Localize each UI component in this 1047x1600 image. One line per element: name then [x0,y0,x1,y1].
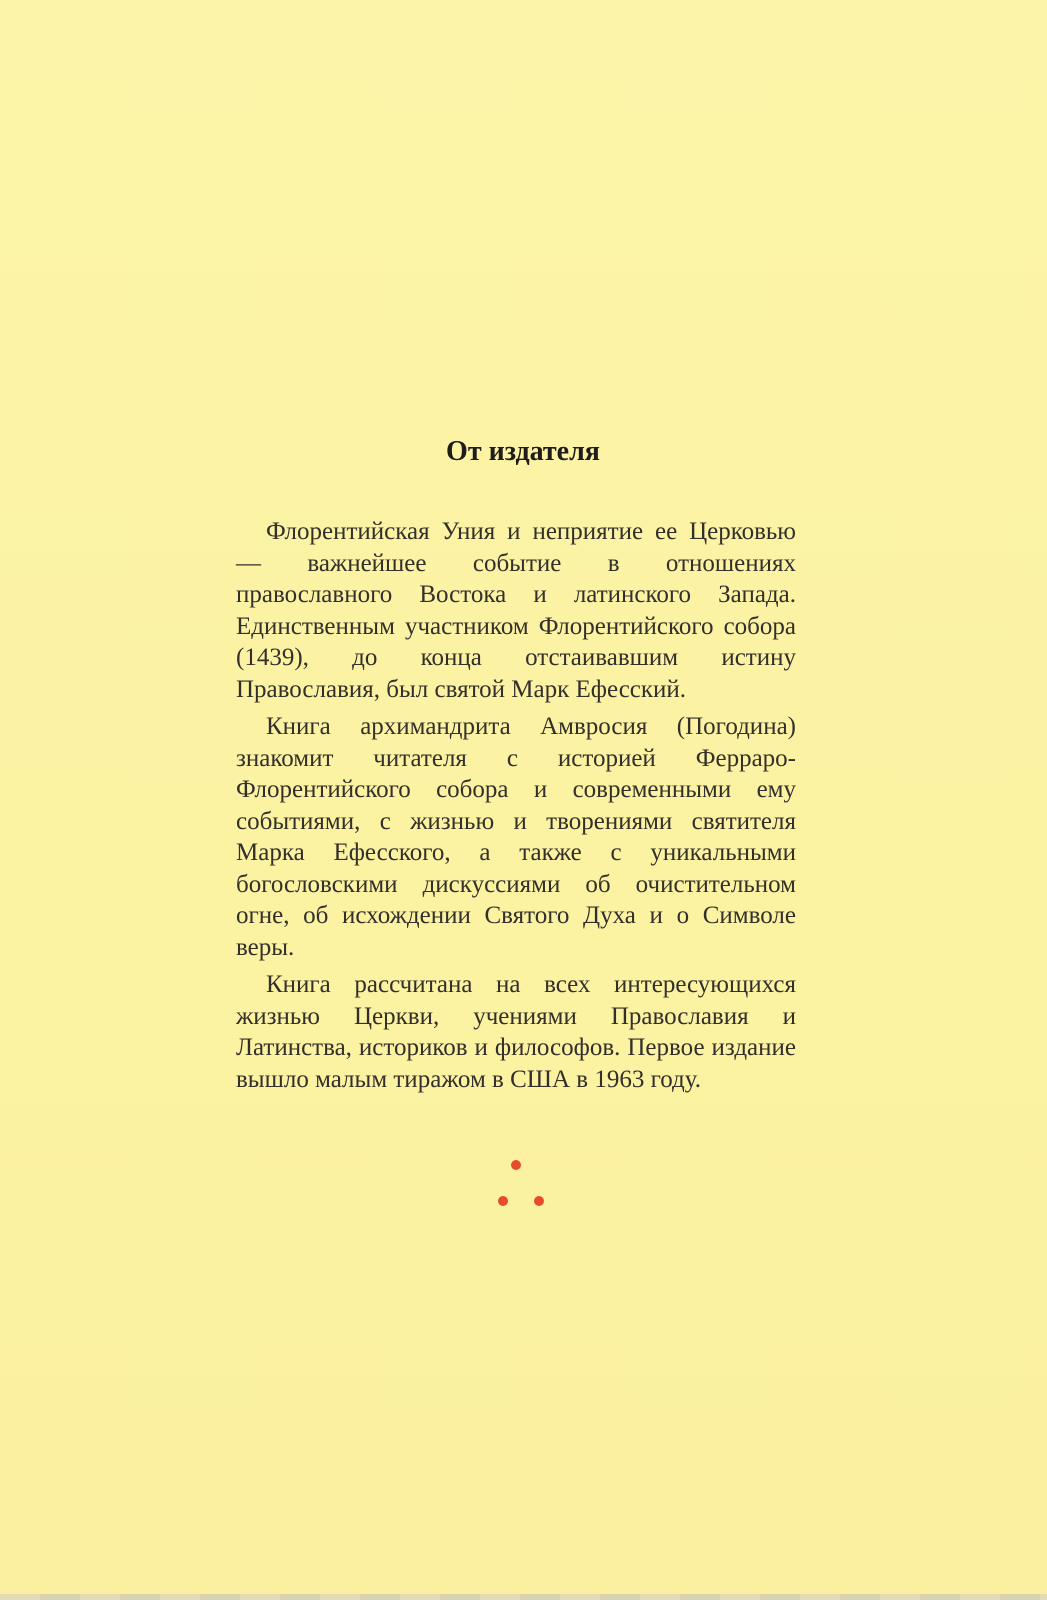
scan-edge-strip [0,1594,1047,1600]
ornament-dot-icon [511,1160,521,1170]
decorative-dots-ornament [486,1160,546,1210]
paragraph-2: Книга архимандрита Амвросия (Погодина) знакомит читателя с историей Ферраро-Флорентийского собора и современными ему событиями, с жизнью и творениями святителя Марка Ефесского, а также с уникальными богословскими дискуссиями об очистительном огне, об исхождении Святого Духа и о Символе веры. [236,713,796,961]
paragraph-1: Флорентийская Уния и неприятие ее Церковью — важнейшее событие в отношениях православного Востока и латинского Запада. Единственным участником Флорентийского собора (1439), до конца отстаивавшим истину Православия, был святой Марк Ефесский. [236,518,796,703]
ornament-dot-icon [534,1196,544,1206]
ornament-dot-icon [498,1196,508,1206]
publisher-note [236,432,796,1095]
page-title: От издателя [446,436,600,467]
paragraph-3: Книга рассчитана на всех интересующихся жизнью Церкви, учениями Православия и Латинства, историков и философов. Первое издание вышло малым тиражом в США в 1963 году. [236,971,796,1093]
